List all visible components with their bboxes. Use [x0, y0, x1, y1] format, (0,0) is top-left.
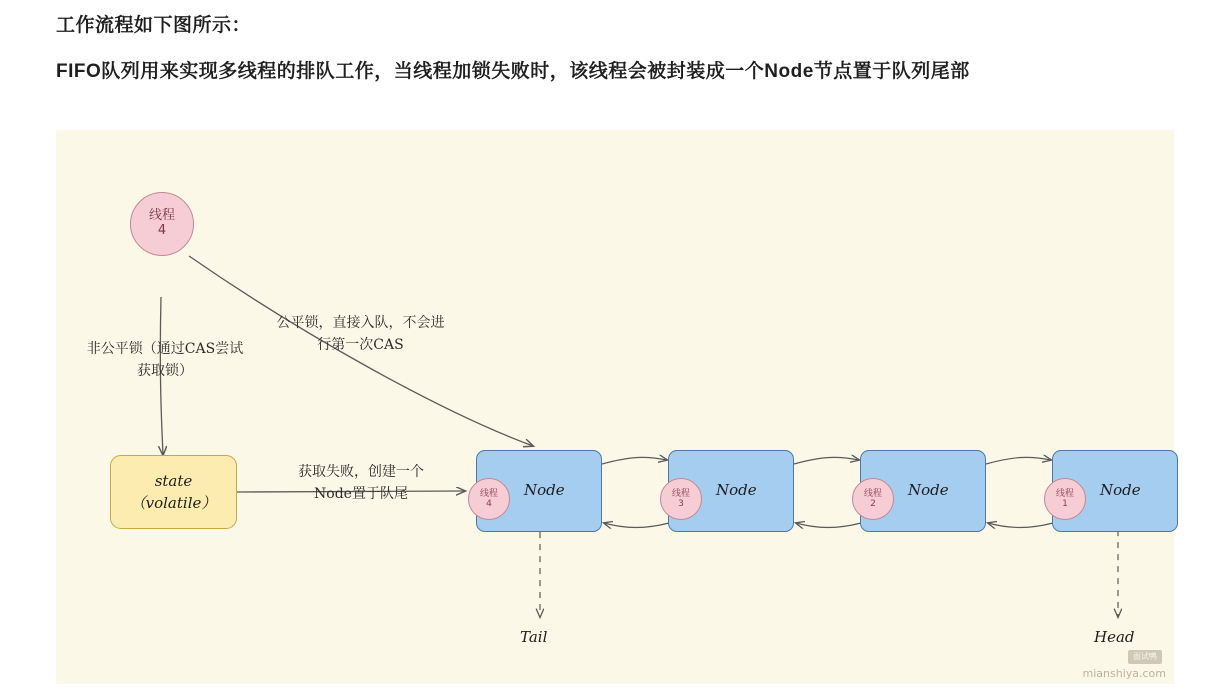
queue-node-4-thread — [1044, 478, 1086, 520]
watermark-text: mianshiya.com — [1082, 667, 1166, 680]
queue-node-3-thread-line1: 线程 — [863, 488, 882, 499]
queue-node-4-thread-line2: 1 — [1062, 499, 1068, 509]
queue-node-4-thread-line1: 线程 — [1055, 488, 1074, 499]
edge-label-create-line2: Node置于队尾 — [314, 486, 408, 503]
page-subtitle: FIFO队列用来实现多线程的排队工作，当线程加锁失败时，该线程会被封装成一个Node节点置于队列尾部 — [56, 61, 970, 82]
queue-node-2-thread-line1: 线程 — [671, 488, 690, 499]
watermark-logo: 面试鸭 — [1128, 650, 1162, 664]
edge-label-unfair-line1: 非公平锁（通过CAS尝试 — [86, 341, 244, 357]
queue-node-3-thread — [852, 478, 894, 520]
edge-label-fair-lock — [248, 312, 473, 357]
queue-node-1-thread-line2: 4 — [486, 499, 492, 509]
queue-node-3-thread-line2: 2 — [870, 499, 876, 509]
queue-node-2-thread — [660, 478, 702, 520]
queue-node-1-label: Node — [524, 481, 565, 499]
tail-label: Tail — [520, 628, 548, 646]
aqs-flow-diagram — [56, 130, 1174, 684]
head-label: Head — [1094, 628, 1135, 646]
edge-label-create-node — [261, 461, 461, 506]
thread-node-4-circle — [130, 192, 194, 256]
state-label-line2: （volatile） — [130, 494, 217, 512]
edge-label-unfair-lock — [60, 338, 270, 383]
queue-node-1-thread-line1: 线程 — [479, 488, 498, 499]
edge-label-create-line1: 获取失败，创建一个 — [298, 464, 424, 480]
state-label-line1: state — [154, 471, 193, 490]
edge-label-fair-line2: 行第一次CAS — [317, 337, 404, 354]
page-title: 工作流程如下图所示： — [56, 15, 252, 36]
queue-node-2-label: Node — [716, 481, 757, 499]
thread-label-line1: 线程 — [148, 208, 175, 224]
diagram-connectors — [56, 130, 1174, 684]
queue-node-3-label: Node — [908, 481, 949, 499]
edge-label-unfair-line2: 获取锁） — [137, 363, 193, 380]
thread-label-line2: 4 — [157, 223, 167, 238]
queue-node-2-thread-line2: 3 — [678, 499, 684, 509]
queue-node-1-thread — [468, 478, 510, 520]
state-volatile-box — [110, 455, 237, 529]
queue-node-4-label: Node — [1100, 481, 1141, 499]
edge-label-fair-line1: 公平锁，直接入队，不会进 — [276, 315, 445, 331]
